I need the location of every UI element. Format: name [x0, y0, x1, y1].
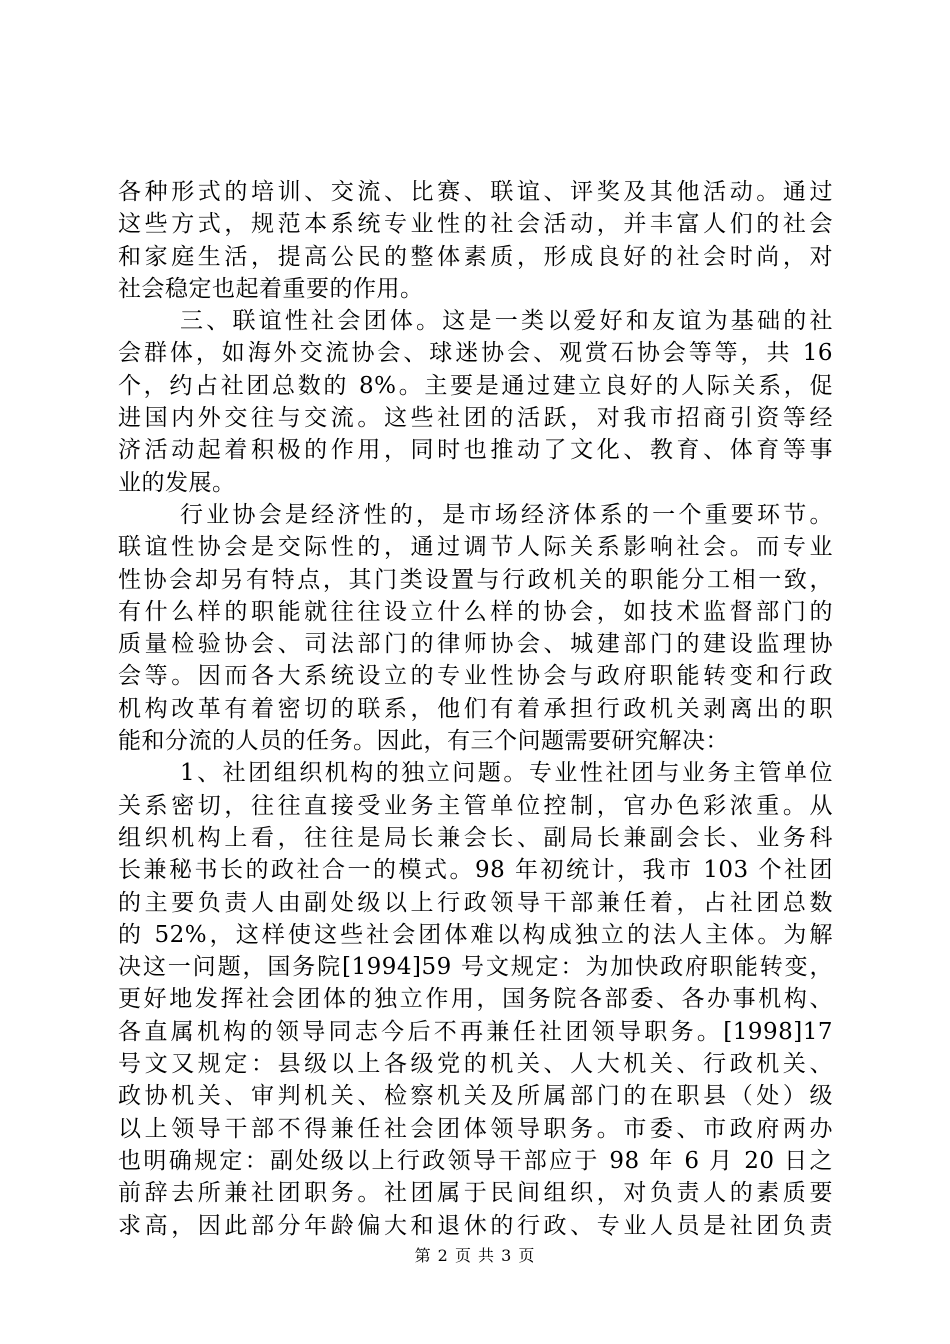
text-line: 个，约占社团总数的 8%。主要是通过建立良好的人际关系，促	[118, 372, 833, 399]
text-line: 社会稳定也起着重要的作用。	[118, 275, 424, 302]
text-line: 前辞去所兼社团职务。社团属于民间组织，对负责人的素质要	[118, 1180, 833, 1207]
text-line: 号文又规定：县级以上各级党的机关、人大机关、行政机关、	[118, 1051, 833, 1078]
text-line: 会群体，如海外交流协会、球迷协会、观赏石协会等等，共 16	[118, 340, 833, 367]
paragraph-first-line: 1、社团组织机构的独立问题。专业性社团与业务主管单位	[180, 760, 833, 787]
text-line: 济活动起着积极的作用，同时也推动了文化、教育、体育等事	[118, 437, 833, 464]
text-line: 质量检验协会、司法部门的律师协会、城建部门的建设监理协	[118, 631, 833, 658]
text-line: 组织机构上看，往往是局长兼会长、副局长兼副会长、业务科	[118, 824, 833, 851]
text-line: 联谊性协会是交际性的，通过调节人际关系影响社会。而专业	[118, 534, 833, 561]
text-line: 关系密切，往往直接受业务主管单位控制，官办色彩浓重。从	[118, 792, 833, 819]
text-line: 机构改革有着密切的联系，他们有着承担行政机关剥离出的职	[118, 695, 833, 722]
text-line: 能和分流的人员的任务。因此，有三个问题需要研究解决：	[118, 728, 729, 755]
paragraph-first-line: 行业协会是经济性的，是市场经济体系的一个重要环节。	[180, 501, 833, 528]
text-line: 有什么样的职能就往往设立什么样的协会，如技术监督部门的	[118, 598, 833, 625]
page-footer	[0, 1246, 950, 1266]
paragraph-first-line: 三、联谊性社会团体。这是一类以爱好和友谊为基础的社	[180, 308, 833, 335]
text-line: 政协机关、审判机关、检察机关及所属部门的在职县（处）级	[118, 1083, 833, 1110]
document-body	[118, 176, 833, 1242]
text-line: 性协会却另有特点，其门类设置与行政机关的职能分工相一致，	[118, 566, 833, 593]
text-line: 求高，因此部分年龄偏大和退休的行政、专业人员是社团负责	[118, 1212, 833, 1239]
text-line: 业的发展。	[118, 469, 236, 496]
text-line: 以上领导干部不得兼任社会团体领导职务。市委、市政府两办	[118, 1115, 833, 1142]
text-line: 的 52%，这样使这些社会团体难以构成独立的法人主体。为解	[118, 921, 833, 948]
text-line: 各直属机构的领导同志今后不再兼任社团领导职务。[1998]17	[118, 1018, 833, 1045]
text-line: 也明确规定：副处级以上行政领导干部应于 98 年 6 月 20 日之	[118, 1147, 833, 1174]
text-line: 和家庭生活，提高公民的整体素质，形成良好的社会时尚，对	[118, 243, 833, 270]
page-number-label: 第 2 页 共 3 页	[414, 1246, 536, 1265]
text-line: 决这一问题，国务院[1994]59 号文规定：为加快政府职能转变，	[118, 954, 833, 981]
text-line: 各种形式的培训、交流、比赛、联谊、评奖及其他活动。通过	[118, 179, 833, 205]
text-line: 进国内外交往与交流。这些社团的活跃，对我市招商引资等经	[118, 405, 833, 432]
text-line: 会等。因而各大系统设立的专业性协会与政府职能转变和行政	[118, 663, 833, 690]
text-line: 这些方式，规范本系统专业性的社会活动，并丰富人们的社会	[118, 211, 833, 238]
text-line: 长兼秘书长的政社合一的模式。98 年初统计，我市 103 个社团	[118, 857, 833, 884]
text-line: 的主要负责人由副处级以上行政领导干部兼任着，占社团总数	[118, 889, 833, 916]
text-line: 更好地发挥社会团体的独立作用，国务院各部委、各办事机构、	[118, 986, 833, 1013]
